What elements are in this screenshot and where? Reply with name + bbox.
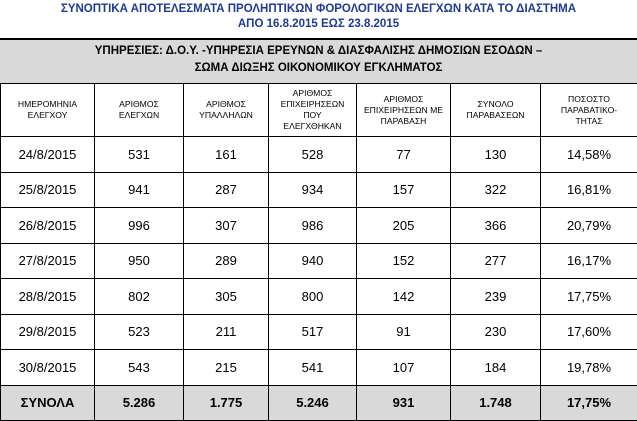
table-row [1, 208, 637, 244]
cell-businesses-violation: 91 [357, 314, 451, 350]
cell-checks: 996 [95, 208, 184, 244]
col-header-date-label: ΗΜΕΡΟΜΗΝΙΑ ΕΛΕΓΧΟΥ [9, 99, 87, 121]
cell-checks: 531 [95, 137, 184, 173]
cell-violation-rate: 17,75% [541, 279, 637, 315]
cell-employees: 211 [184, 314, 269, 350]
col-header-businesses-checked-label: ΑΡΙΘΜΟΣ ΕΠΙΧΕΙΡΗΣΕΩΝ ΠΟΥ ΕΛΕΓΧΘΗΚΑΝ [277, 88, 349, 132]
cell-date: 25/8/2015 [1, 172, 95, 208]
cell-businesses-violation: 107 [357, 350, 451, 386]
cell-violation-rate: 20,79% [541, 208, 637, 244]
cell-checks: 543 [95, 350, 184, 386]
report-period: ΑΠΟ 16.8.2015 ΕΩΣ 23.8.2015 [0, 18, 637, 30]
cell-checks: 523 [95, 314, 184, 350]
cell-businesses-checked: 986 [269, 208, 357, 244]
services-banner [0, 38, 637, 83]
cell-checks: 950 [95, 243, 184, 279]
table-row [1, 279, 637, 315]
col-header-total-violations-label: ΣΥΝΟΛΟ ΠΑΡΑΒΑΣΕΩΝ [465, 99, 527, 121]
cell-businesses-checked: 517 [269, 314, 357, 350]
cell-violation-rate: 14,58% [541, 137, 637, 173]
table-row [1, 314, 637, 350]
cell-total-violations: 239 [451, 279, 541, 315]
cell-date: 28/8/2015 [1, 279, 95, 315]
cell-violation-rate: 16,81% [541, 172, 637, 208]
cell-employees: 161 [184, 137, 269, 173]
cell-businesses-violation: 157 [357, 172, 451, 208]
totals-label: ΣΥΝΟΛΑ [1, 385, 95, 420]
cell-businesses-checked: 934 [269, 172, 357, 208]
col-header-employees-label: ΑΡΙΘΜΟΣ ΥΠΑΛΛΗΛΩΝ [191, 99, 261, 121]
cell-date: 27/8/2015 [1, 243, 95, 279]
col-header-violation-rate [541, 84, 637, 137]
cell-businesses-checked: 528 [269, 137, 357, 173]
cell-businesses-violation: 205 [357, 208, 451, 244]
cell-businesses-violation: 77 [357, 137, 451, 173]
cell-businesses-checked: 541 [269, 350, 357, 386]
total-businesses-checked: 5.246 [269, 385, 357, 420]
table-row [1, 137, 637, 173]
col-header-businesses-violation-label: ΑΡΙΘΜΟΣ ΕΠΙΧΕΙΡΗΣΕΩΝ ΜΕ ΠΑΡΑΒΑΣΗ [363, 94, 445, 127]
cell-employees: 305 [184, 279, 269, 315]
services-line-2: ΣΩΜΑ ΔΙΩΞΗΣ ΟΙΚΟΝΟΜΙΚΟΥ ΕΓΚΛΗΜΑΤΟΣ [0, 62, 637, 74]
report-title: ΣΥΝΟΠΤΙΚΑ ΑΠΟΤΕΛΕΣΜΑΤΑ ΠΡΟΛΗΠΤΙΚΩΝ ΦΟΡΟΛΟΓΙΚΩΝ ΕΛΕΓΧΩΝ ΚΑΤΑ ΤΟ ΔΙΑΣΤΗΜΑ [0, 3, 637, 15]
cell-employees: 287 [184, 172, 269, 208]
col-header-checks [95, 84, 184, 137]
cell-date: 24/8/2015 [1, 137, 95, 173]
cell-checks: 941 [95, 172, 184, 208]
results-table [0, 83, 637, 421]
cell-date: 26/8/2015 [1, 208, 95, 244]
cell-checks: 802 [95, 279, 184, 315]
cell-businesses-violation: 152 [357, 243, 451, 279]
cell-total-violations: 230 [451, 314, 541, 350]
cell-date: 29/8/2015 [1, 314, 95, 350]
col-header-employees [184, 84, 269, 137]
cell-total-violations: 277 [451, 243, 541, 279]
table-row [1, 350, 637, 386]
cell-total-violations: 366 [451, 208, 541, 244]
col-header-date [1, 84, 95, 137]
cell-violation-rate: 17,60% [541, 314, 637, 350]
table-header-row [1, 84, 637, 137]
table-row [1, 243, 637, 279]
cell-violation-rate: 19,78% [541, 350, 637, 386]
cell-violation-rate: 16,17% [541, 243, 637, 279]
cell-employees: 289 [184, 243, 269, 279]
cell-total-violations: 322 [451, 172, 541, 208]
cell-businesses-checked: 800 [269, 279, 357, 315]
total-businesses-violation: 931 [357, 385, 451, 420]
cell-total-violations: 130 [451, 137, 541, 173]
total-violation-rate: 17,75% [541, 385, 637, 420]
total-checks: 5.286 [95, 385, 184, 420]
col-header-violation-rate-label: ΠΟΣΟΣΤΟ ΠΑΡΑΒΑΤΙΚΟ-ΤΗΤΑΣ [550, 94, 628, 127]
total-violations: 1.748 [451, 385, 541, 420]
col-header-businesses-checked [269, 84, 357, 137]
cell-employees: 307 [184, 208, 269, 244]
cell-businesses-checked: 940 [269, 243, 357, 279]
total-employees: 1.775 [184, 385, 269, 420]
col-header-total-violations [451, 84, 541, 137]
cell-businesses-violation: 142 [357, 279, 451, 315]
table-row [1, 172, 637, 208]
col-header-checks-label: ΑΡΙΘΜΟΣ ΕΛΕΓΧΩΝ [109, 99, 169, 121]
cell-date: 30/8/2015 [1, 350, 95, 386]
totals-row [1, 385, 637, 420]
col-header-businesses-violation [357, 84, 451, 137]
services-line-1: ΥΠΗΡΕΣΙΕΣ: Δ.Ο.Υ. -ΥΠΗΡΕΣΙΑ ΕΡΕΥΝΩΝ & ΔΙΑΣΦΑΛΙΣΗΣ ΔΗΜΟΣΙΩΝ ΕΣΟΔΩΝ – [0, 45, 637, 57]
cell-employees: 215 [184, 350, 269, 386]
cell-total-violations: 184 [451, 350, 541, 386]
